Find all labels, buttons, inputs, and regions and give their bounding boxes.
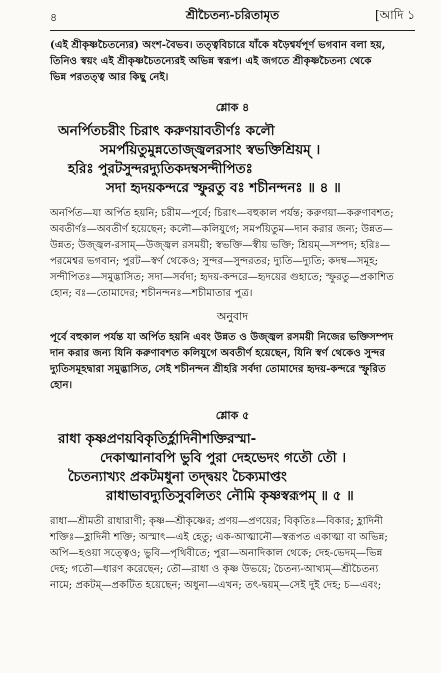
sloka-5-synonyms: [50, 514, 415, 594]
synonym-line: দেহ; গতৌ—ধারণ করেছেন; তৌ—রাধা ও কৃষ্ণ উভয়ে; চৈতন্য-আখ্যম্—শ্রীচৈতন্য: [50, 564, 379, 575]
translation-line: হোন।: [50, 379, 73, 391]
translation-line: পূর্বে বহুকাল পর্যন্ত যা অর্পিত হয়নি এবং উন্নত ও উজ্জ্বল রসময়ী নিজের ভক্তিসম্পদ: [50, 331, 394, 343]
sloka-4-synonyms: [50, 206, 415, 302]
sloka-4-title: শ্লোক ৪: [215, 101, 250, 114]
verse-line: হরিঃ পুরটসুন্দরদ্যুতিকদম্বসন্দীপিতঃ: [68, 161, 253, 177]
intro-line: তিনিও স্বয়ং এই শ্রীকৃষ্ণচৈতন্যেরই অভিন্ন স্বরূপ। এই জগতে শ্রীকৃষ্ণচৈতন্য থেকে: [50, 55, 372, 67]
sloka-4-verse: [50, 122, 415, 198]
intro-line: ভিন্ন পরতত্ত্ব আর কিছু নেই।: [50, 71, 169, 83]
synonym-line: অপি—হওয়া সত্ত্বেও; ভুবি—পৃথিবীতে; পুরা—অনাদিকাল থেকে; দেহ-ভেদম্—ভিন্ন: [50, 548, 383, 559]
translation-heading: অনুবাদ: [216, 310, 249, 323]
page-number: ৪: [50, 11, 58, 24]
verse-line: অনর্পিতচরীং চিরাৎ করুণয়াবতীর্ণঃ কলৌ: [58, 123, 275, 139]
header-rule: [50, 30, 415, 31]
verse-line: চৈতন্যাখ্যং প্রকটমধুনা তদ্দ্বয়ং চৈক্যমাপ্তং: [68, 469, 287, 485]
synonym-line: শক্তিঃ—হ্লাদিনী শক্তি; অস্মাৎ—এই হেতু; এক-আত্মানৌ—স্বরূপত একাত্মা বা অভিন্ন;: [50, 532, 388, 543]
sloka-5-verse: [50, 430, 415, 506]
intro-line: (এই শ্রীকৃষ্ণচৈতন্যের) অংশ-বৈভব। তত্ত্ববিচারে যাঁকে ষড়ৈশ্বর্যপূর্ণ ভগবান বলা হয়,: [50, 39, 386, 51]
synonym-line: অবতীর্ণঃ—অবতীর্ণ হয়েছেন; কলৌ—কলিযুগে; সমর্পয়িতুম—দান করার জন্য; উন্নত—: [50, 224, 393, 235]
chapter-label: [আদি ১: [374, 8, 415, 22]
verse-line: সদা হৃদয়কন্দরে স্ফুরতু বঃ শচীনন্দনঃ ॥ ৪ ॥: [106, 180, 341, 196]
synonym-line: অনর্পিত—যা অর্পিত হয়নি; চরীম—পূর্বে; চিরাৎ—বহুকাল পর্যন্ত; করুণয়া—করুণাবশত;: [50, 208, 394, 219]
running-title: শ্রীচৈতন্য-চরিতামৃত: [185, 8, 280, 22]
synonym-line: হোন; বঃ—তোমাদের; শচীনন্দনঃ—শচীমাতার পুত্র।: [50, 288, 253, 299]
sloka-4-translation: [50, 329, 415, 393]
translation-line: দান করার জন্য যিনি করুণাবশত কলিযুগে অবতীর্ণ হয়েছেন, যিনি স্বর্ণ থেকেও সুন্দর: [50, 347, 385, 359]
verse-line: সমর্পয়িতুমুন্নতোজ্জ্বলরসাং স্বভক্তিশ্রিয়ম্ ।: [100, 142, 321, 158]
synonym-line: সন্দীপিতঃ—সমুদ্ভাসিত; সদা—সর্বদা; হৃদয়-কন্দরে—হৃদয়ের গুহাতে; স্ফুরতু—প্রকাশিত: [50, 272, 394, 283]
synonym-line: পরমেশ্বর ভগবান; পুরট—স্বর্ণ থেকেও; সুন্দর—সুন্দরতর; দ্যুতি—দ্যুতি; কদম্ব—সমূহ;: [50, 256, 379, 267]
translation-line: দ্যুতিসমূহদ্বারা সমুদ্ভাসিত, সেই শচীনন্দন শ্রীহরি সর্বদা তোমাদের হৃদয়-কন্দরে স্ফুরিত: [50, 363, 386, 375]
verse-line: রাধা কৃষ্ণপ্রণয়বিকৃতির্হ্লাদিনীশক্তিরস্মা-: [58, 431, 257, 447]
page-header: [50, 0, 415, 30]
sloka-5-title: শ্লোক ৫: [215, 409, 250, 422]
synonym-line: রাধা—শ্রীমতী রাধারাণী; কৃষ্ণ—শ্রীকৃষ্ণের; প্রণয়—প্রণয়ের; বিকৃতিঃ—বিকার; হ্লাদিনী: [50, 516, 383, 527]
synonym-line: উন্নত; উজ্জ্বল-রসাম্—উজ্জ্বল রসময়ী; স্বভক্তি—স্বীয় ভক্তি; শ্রিয়ম্—সম্পদ; হরিঃ—: [50, 240, 391, 251]
intro-paragraph: [50, 37, 415, 85]
verse-line: দেকাত্মানাবপি ভুবি পুরা দেহভেদং গতৌ তৌ ।: [100, 450, 347, 466]
verse-line: রাধাভাবদ্যুতিসুবলিতং নৌমি কৃষ্ণস্বরূপম্ ॥ ৫ ॥: [106, 488, 354, 504]
synonym-line: নামে; প্রকটম্—প্রকটিত হয়েছেন; অধুনা—এখন; তৎ-দ্বয়ম্—সেই দুই দেহ; চ—এবং;: [50, 580, 382, 591]
